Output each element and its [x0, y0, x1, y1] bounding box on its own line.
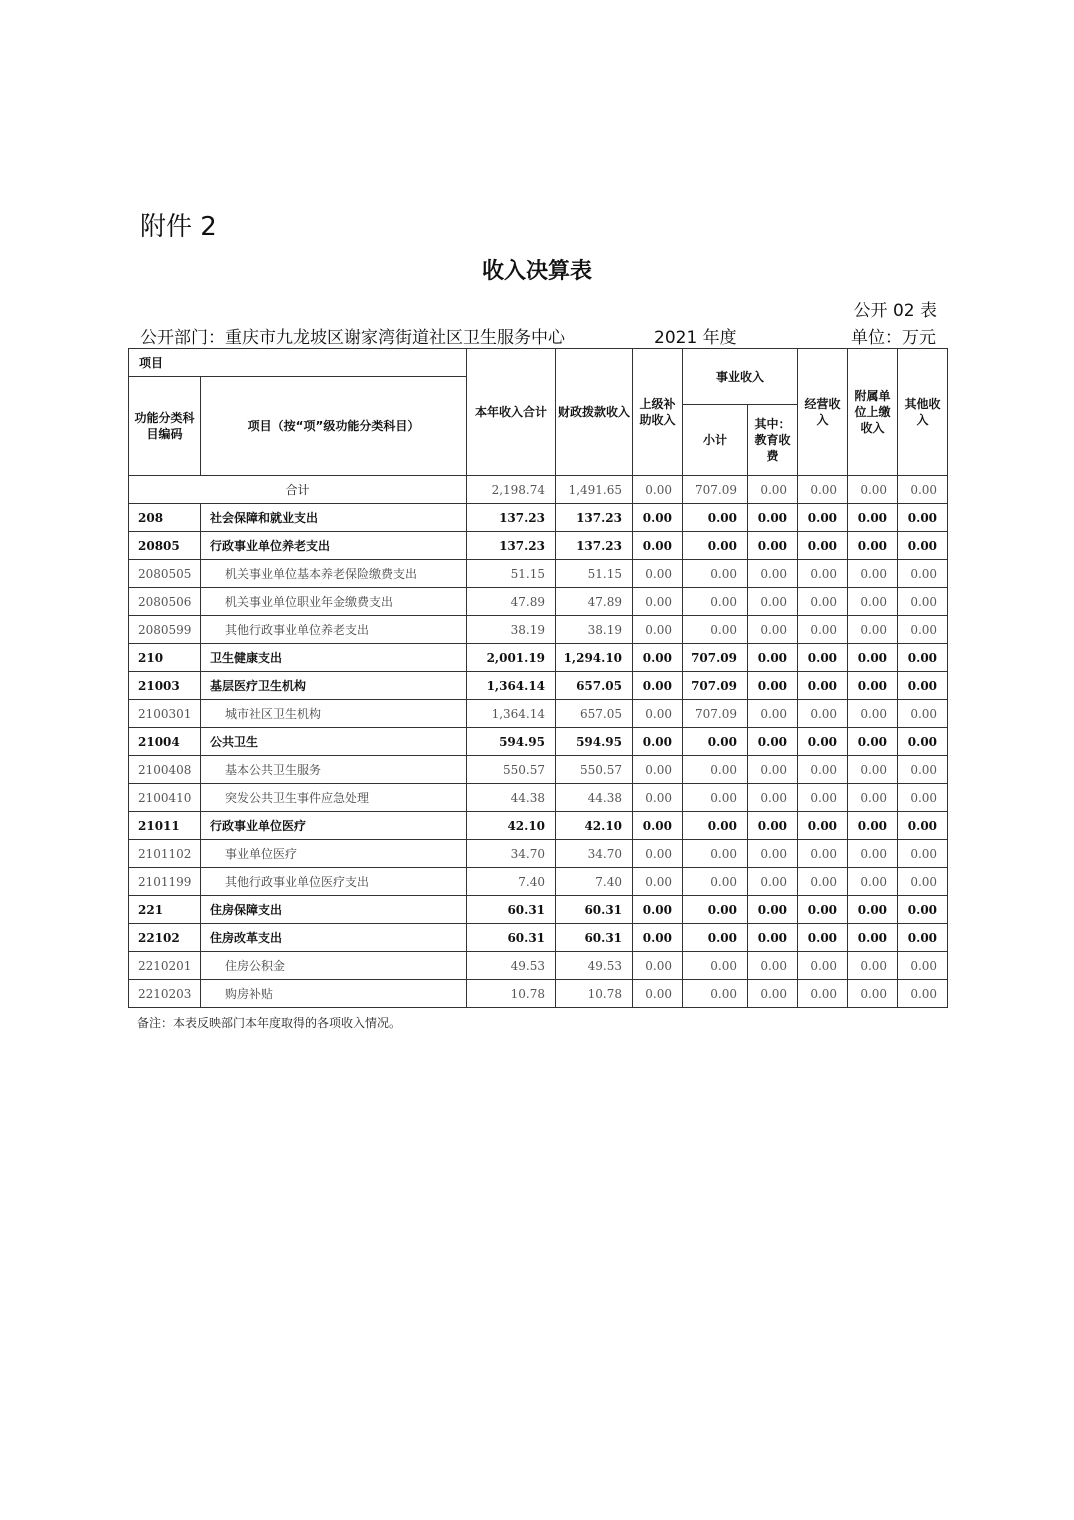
- row-value: 0.00: [848, 700, 898, 728]
- row-value: 60.31: [467, 896, 556, 924]
- table-row: [129, 840, 948, 868]
- row-value: 0.00: [633, 644, 683, 672]
- table-row: [129, 980, 948, 1008]
- row-name: 机关事业单位职业年金缴费支出: [201, 588, 467, 616]
- header-affiliated: 附属单位上缴收入: [848, 349, 898, 476]
- total-cell: 0.00: [748, 476, 798, 504]
- row-value: 0.00: [748, 728, 798, 756]
- row-value: 594.95: [556, 728, 633, 756]
- row-value: 0.00: [683, 784, 748, 812]
- table-row: [129, 756, 948, 784]
- row-value: 137.23: [467, 504, 556, 532]
- row-value: 0.00: [798, 588, 848, 616]
- row-value: 0.00: [633, 672, 683, 700]
- table-row: [129, 588, 948, 616]
- row-name: 城市社区卫生机构: [201, 700, 467, 728]
- row-value: 0.00: [848, 812, 898, 840]
- row-name: 公共卫生: [201, 728, 467, 756]
- row-value: 550.57: [467, 756, 556, 784]
- row-name: 其他行政事业单位医疗支出: [201, 868, 467, 896]
- row-code: 2100410: [129, 784, 201, 812]
- row-value: 0.00: [848, 560, 898, 588]
- total-cell: 1,491.65: [556, 476, 633, 504]
- row-name: 机关事业单位基本养老保险缴费支出: [201, 560, 467, 588]
- row-value: 0.00: [633, 532, 683, 560]
- row-value: 0.00: [848, 896, 898, 924]
- row-value: 0.00: [848, 840, 898, 868]
- row-code: 21004: [129, 728, 201, 756]
- row-value: 0.00: [683, 980, 748, 1008]
- table-row: [129, 504, 948, 532]
- row-code: 21003: [129, 672, 201, 700]
- row-value: 137.23: [467, 532, 556, 560]
- row-code: 2210201: [129, 952, 201, 980]
- row-value: 0.00: [898, 980, 948, 1008]
- row-value: 0.00: [798, 784, 848, 812]
- row-value: 0.00: [748, 756, 798, 784]
- table-row: [129, 532, 948, 560]
- row-name: 基层医疗卫生机构: [201, 672, 467, 700]
- row-name: 住房保障支出: [201, 896, 467, 924]
- row-code: 2101199: [129, 868, 201, 896]
- row-name: 住房改革支出: [201, 924, 467, 952]
- row-value: 0.00: [848, 504, 898, 532]
- row-value: 2,001.19: [467, 644, 556, 672]
- report-year: 2021 年度: [654, 328, 737, 348]
- row-value: 0.00: [683, 896, 748, 924]
- row-value: 0.00: [633, 840, 683, 868]
- row-value: 0.00: [848, 672, 898, 700]
- row-value: 44.38: [467, 784, 556, 812]
- row-name: 行政事业单位养老支出: [201, 532, 467, 560]
- table-number: 公开 02 表: [853, 301, 937, 321]
- row-code: 21011: [129, 812, 201, 840]
- row-value: 0.00: [683, 952, 748, 980]
- row-value: 0.00: [898, 700, 948, 728]
- row-value: 1,364.14: [467, 672, 556, 700]
- row-value: 0.00: [683, 532, 748, 560]
- row-name: 事业单位医疗: [201, 840, 467, 868]
- header-business: 事业收入: [683, 349, 798, 405]
- row-value: 0.00: [683, 504, 748, 532]
- row-value: 0.00: [798, 840, 848, 868]
- table-row: [129, 672, 948, 700]
- row-code: 210: [129, 644, 201, 672]
- row-value: 0.00: [798, 532, 848, 560]
- row-value: 0.00: [633, 728, 683, 756]
- row-value: 0.00: [798, 616, 848, 644]
- row-value: 707.09: [683, 644, 748, 672]
- row-value: 0.00: [898, 672, 948, 700]
- row-value: 0.00: [848, 980, 898, 1008]
- table-row: [129, 896, 948, 924]
- row-value: 0.00: [898, 924, 948, 952]
- row-value: 0.00: [798, 504, 848, 532]
- row-value: 0.00: [848, 644, 898, 672]
- row-value: 0.00: [633, 980, 683, 1008]
- row-value: 10.78: [467, 980, 556, 1008]
- row-value: 1,364.14: [467, 700, 556, 728]
- row-name: 卫生健康支出: [201, 644, 467, 672]
- row-value: 0.00: [798, 560, 848, 588]
- row-value: 0.00: [683, 616, 748, 644]
- footnote: 备注：本表反映部门本年度取得的各项收入情况。: [137, 1016, 402, 1030]
- row-value: 0.00: [898, 532, 948, 560]
- row-value: 0.00: [848, 756, 898, 784]
- row-name: 其他行政事业单位养老支出: [201, 616, 467, 644]
- row-value: 0.00: [683, 868, 748, 896]
- row-value: 47.89: [467, 588, 556, 616]
- row-value: 594.95: [467, 728, 556, 756]
- row-name: 购房补贴: [201, 980, 467, 1008]
- row-value: 0.00: [683, 840, 748, 868]
- row-value: 0.00: [748, 672, 798, 700]
- row-value: 0.00: [898, 616, 948, 644]
- total-label: 合计: [129, 476, 467, 504]
- row-value: 0.00: [683, 756, 748, 784]
- row-value: 34.70: [467, 840, 556, 868]
- row-value: 0.00: [798, 700, 848, 728]
- row-value: 0.00: [748, 980, 798, 1008]
- row-name: 住房公积金: [201, 952, 467, 980]
- row-value: 49.53: [556, 952, 633, 980]
- row-value: 707.09: [683, 672, 748, 700]
- header-superior: 上级补助收入: [633, 349, 683, 476]
- row-value: 0.00: [848, 868, 898, 896]
- row-value: 0.00: [748, 644, 798, 672]
- row-name: 行政事业单位医疗: [201, 812, 467, 840]
- table-row: [129, 560, 948, 588]
- header-edu-fee: 其中：教育收费: [748, 405, 798, 476]
- row-value: 0.00: [748, 840, 798, 868]
- row-value: 0.00: [633, 756, 683, 784]
- row-value: 7.40: [467, 868, 556, 896]
- row-code: 2101102: [129, 840, 201, 868]
- row-value: 0.00: [633, 504, 683, 532]
- table-row: [129, 784, 948, 812]
- row-value: 0.00: [848, 784, 898, 812]
- total-cell: 0.00: [898, 476, 948, 504]
- row-value: 38.19: [467, 616, 556, 644]
- row-value: 60.31: [556, 924, 633, 952]
- row-value: 0.00: [683, 560, 748, 588]
- row-value: 0.00: [633, 784, 683, 812]
- header-item: 项目: [129, 349, 467, 377]
- total-row: [129, 476, 948, 504]
- row-value: 0.00: [898, 504, 948, 532]
- row-code: 2080599: [129, 616, 201, 644]
- row-value: 0.00: [898, 812, 948, 840]
- income-table: [128, 348, 948, 1008]
- row-value: 0.00: [848, 588, 898, 616]
- row-value: 47.89: [556, 588, 633, 616]
- row-value: 38.19: [556, 616, 633, 644]
- row-value: 0.00: [798, 924, 848, 952]
- row-value: 0.00: [633, 560, 683, 588]
- row-code: 22102: [129, 924, 201, 952]
- row-value: 0.00: [683, 588, 748, 616]
- row-value: 0.00: [848, 924, 898, 952]
- row-value: 0.00: [898, 560, 948, 588]
- row-value: 657.05: [556, 700, 633, 728]
- row-value: 0.00: [748, 868, 798, 896]
- table-row: [129, 728, 948, 756]
- row-value: 0.00: [798, 980, 848, 1008]
- row-value: 0.00: [898, 840, 948, 868]
- table-row: [129, 868, 948, 896]
- row-value: 707.09: [683, 700, 748, 728]
- row-value: 0.00: [798, 868, 848, 896]
- row-value: 137.23: [556, 504, 633, 532]
- row-value: 0.00: [748, 924, 798, 952]
- row-code: 2100408: [129, 756, 201, 784]
- row-value: 7.40: [556, 868, 633, 896]
- row-value: 0.00: [748, 616, 798, 644]
- total-cell: 0.00: [798, 476, 848, 504]
- row-value: 657.05: [556, 672, 633, 700]
- row-value: 0.00: [633, 700, 683, 728]
- row-value: 0.00: [798, 728, 848, 756]
- row-code: 2100301: [129, 700, 201, 728]
- row-value: 0.00: [898, 588, 948, 616]
- table-row: [129, 952, 948, 980]
- row-value: 0.00: [898, 952, 948, 980]
- row-name: 基本公共卫生服务: [201, 756, 467, 784]
- row-value: 0.00: [748, 784, 798, 812]
- row-name: 突发公共卫生事件应急处理: [201, 784, 467, 812]
- row-code: 208: [129, 504, 201, 532]
- row-name: 社会保障和就业支出: [201, 504, 467, 532]
- row-code: 2080505: [129, 560, 201, 588]
- row-value: 0.00: [798, 672, 848, 700]
- table-row: [129, 644, 948, 672]
- total-cell: 2,198.74: [467, 476, 556, 504]
- row-value: 0.00: [898, 728, 948, 756]
- row-value: 0.00: [898, 784, 948, 812]
- row-value: 550.57: [556, 756, 633, 784]
- row-value: 0.00: [748, 896, 798, 924]
- row-value: 0.00: [848, 616, 898, 644]
- page-title: 收入决算表: [481, 259, 592, 284]
- header-total-income: 本年收入合计: [467, 349, 556, 476]
- row-value: 0.00: [848, 952, 898, 980]
- row-value: 0.00: [798, 812, 848, 840]
- row-value: 0.00: [633, 952, 683, 980]
- row-value: 0.00: [748, 560, 798, 588]
- row-value: 0.00: [633, 588, 683, 616]
- table-row: [129, 700, 948, 728]
- row-value: 0.00: [748, 812, 798, 840]
- total-cell: 0.00: [633, 476, 683, 504]
- row-value: 0.00: [798, 644, 848, 672]
- total-cell: 707.09: [683, 476, 748, 504]
- header-subtotal: 小计: [683, 405, 748, 476]
- table-row: [129, 616, 948, 644]
- row-value: 0.00: [748, 700, 798, 728]
- row-value: 44.38: [556, 784, 633, 812]
- row-value: 0.00: [798, 756, 848, 784]
- row-value: 60.31: [556, 896, 633, 924]
- total-cell: 0.00: [848, 476, 898, 504]
- row-value: 0.00: [748, 504, 798, 532]
- row-value: 0.00: [898, 644, 948, 672]
- department-label: 公开部门：重庆市九龙坡区谢家湾街道社区卫生服务中心: [140, 328, 565, 348]
- row-value: 0.00: [798, 896, 848, 924]
- row-code: 20805: [129, 532, 201, 560]
- header-fiscal: 财政拨款收入: [556, 349, 633, 476]
- row-value: 137.23: [556, 532, 633, 560]
- row-value: 0.00: [748, 532, 798, 560]
- table-row: [129, 924, 948, 952]
- row-value: 0.00: [633, 924, 683, 952]
- attachment-label: 附件 2: [140, 212, 217, 242]
- row-value: 0.00: [633, 812, 683, 840]
- row-value: 0.00: [633, 616, 683, 644]
- row-code: 2210203: [129, 980, 201, 1008]
- row-value: 0.00: [898, 756, 948, 784]
- row-value: 60.31: [467, 924, 556, 952]
- row-value: 0.00: [898, 868, 948, 896]
- header-other: 其他收入: [898, 349, 948, 476]
- row-value: 0.00: [848, 728, 898, 756]
- header-func-code: 功能分类科目编码: [129, 377, 201, 476]
- row-value: 51.15: [467, 560, 556, 588]
- row-value: 0.00: [748, 952, 798, 980]
- unit-label: 单位：万元: [851, 328, 936, 348]
- row-value: 42.10: [467, 812, 556, 840]
- row-value: 0.00: [633, 896, 683, 924]
- row-value: 51.15: [556, 560, 633, 588]
- header-operating: 经营收入: [798, 349, 848, 476]
- row-value: 34.70: [556, 840, 633, 868]
- row-value: 0.00: [683, 728, 748, 756]
- row-code: 221: [129, 896, 201, 924]
- header-item-name: 项目（按“项”级功能分类科目）: [201, 377, 467, 476]
- row-value: 10.78: [556, 980, 633, 1008]
- table-row: [129, 812, 948, 840]
- row-value: 0.00: [798, 952, 848, 980]
- row-value: 0.00: [633, 868, 683, 896]
- row-code: 2080506: [129, 588, 201, 616]
- row-value: 1,294.10: [556, 644, 633, 672]
- row-value: 0.00: [848, 532, 898, 560]
- row-value: 0.00: [683, 924, 748, 952]
- row-value: 0.00: [748, 588, 798, 616]
- row-value: 0.00: [898, 896, 948, 924]
- row-value: 0.00: [683, 812, 748, 840]
- row-value: 42.10: [556, 812, 633, 840]
- row-value: 49.53: [467, 952, 556, 980]
